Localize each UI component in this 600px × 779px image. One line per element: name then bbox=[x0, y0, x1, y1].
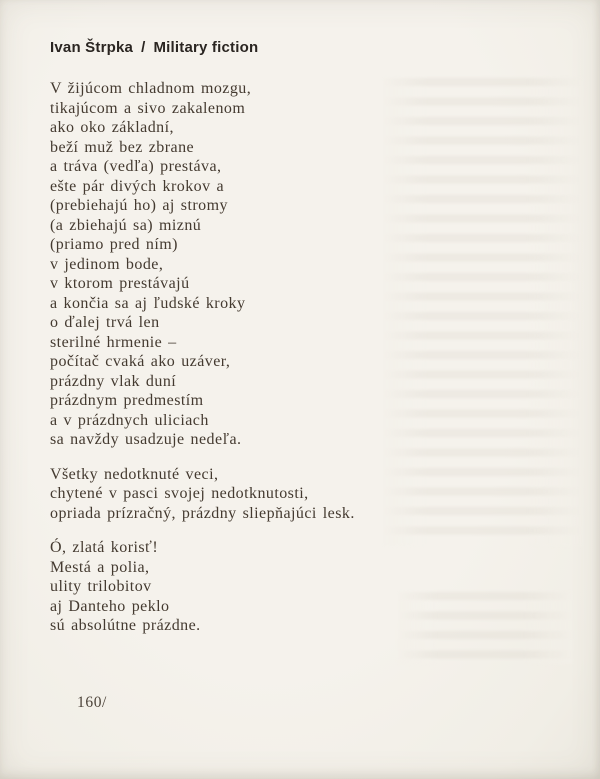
poem-line: o ďalej trvá len bbox=[50, 314, 160, 331]
bleed-through-texture bbox=[383, 78, 583, 546]
poem-line: tikajúcom a sivo zakalenom bbox=[50, 99, 246, 117]
poem-line: sa navždy usadzuje nedeľa. bbox=[50, 431, 242, 448]
poem-line: a v prázdnych uliciach bbox=[50, 411, 209, 429]
poem-line: Všetky nedotknuté veci, bbox=[50, 465, 219, 483]
poem-line: ako oko základní, bbox=[50, 119, 174, 136]
page-number: 160/ bbox=[77, 694, 107, 711]
poem-line: ulity trilobitov bbox=[50, 578, 152, 595]
poem-line: ešte pár divých krokov a bbox=[50, 177, 225, 195]
poem-line: opriada prízračný, prázdny sliepňajúci lesk. bbox=[50, 504, 355, 522]
author-name: Ivan Štrpka bbox=[50, 39, 134, 56]
poem-line: počítač cvaká ako uzáver, bbox=[50, 353, 231, 370]
poem-line: aj Danteho peklo bbox=[50, 597, 170, 615]
poem-line: chytené v pasci svojej nedotknutosti, bbox=[50, 485, 309, 502]
poem-line: (prebiehajú ho) aj stromy bbox=[50, 197, 228, 214]
poem-line: a tráva (vedľa) prestáva, bbox=[50, 158, 222, 175]
poem-line: V žijúcom chladnom mozgu, bbox=[50, 80, 252, 97]
poem-line: v jedinom bode, bbox=[50, 255, 164, 273]
poem-line: prázdnym predmestím bbox=[50, 392, 204, 409]
poem-line: Ó, zlatá korisť! bbox=[50, 539, 159, 556]
stanza-2 bbox=[50, 465, 355, 524]
poem-line: Mestá a polia, bbox=[50, 558, 150, 576]
bleed-through-texture bbox=[398, 592, 573, 664]
poem-line: beží muž bez zbrane bbox=[50, 138, 195, 156]
stanza-1 bbox=[50, 79, 355, 450]
poem-title: Military fiction bbox=[153, 39, 259, 56]
poem-line: (a zbiehajú sa) miznú bbox=[50, 216, 202, 234]
poem-line: a končia sa aj ľudské kroky bbox=[50, 294, 246, 312]
poem-line: prázdny vlak duní bbox=[50, 372, 177, 390]
poem-body bbox=[50, 79, 355, 636]
header-separator: / bbox=[141, 39, 146, 56]
poem-line: sú absolútne prázdne. bbox=[50, 617, 201, 634]
poem-line: (priamo pred ním) bbox=[50, 236, 178, 253]
stanza-3 bbox=[50, 538, 355, 636]
poem-line: sterilné hrmenie – bbox=[50, 333, 177, 351]
poem-line: v ktorom prestávajú bbox=[50, 275, 190, 292]
page-header bbox=[50, 39, 258, 56]
